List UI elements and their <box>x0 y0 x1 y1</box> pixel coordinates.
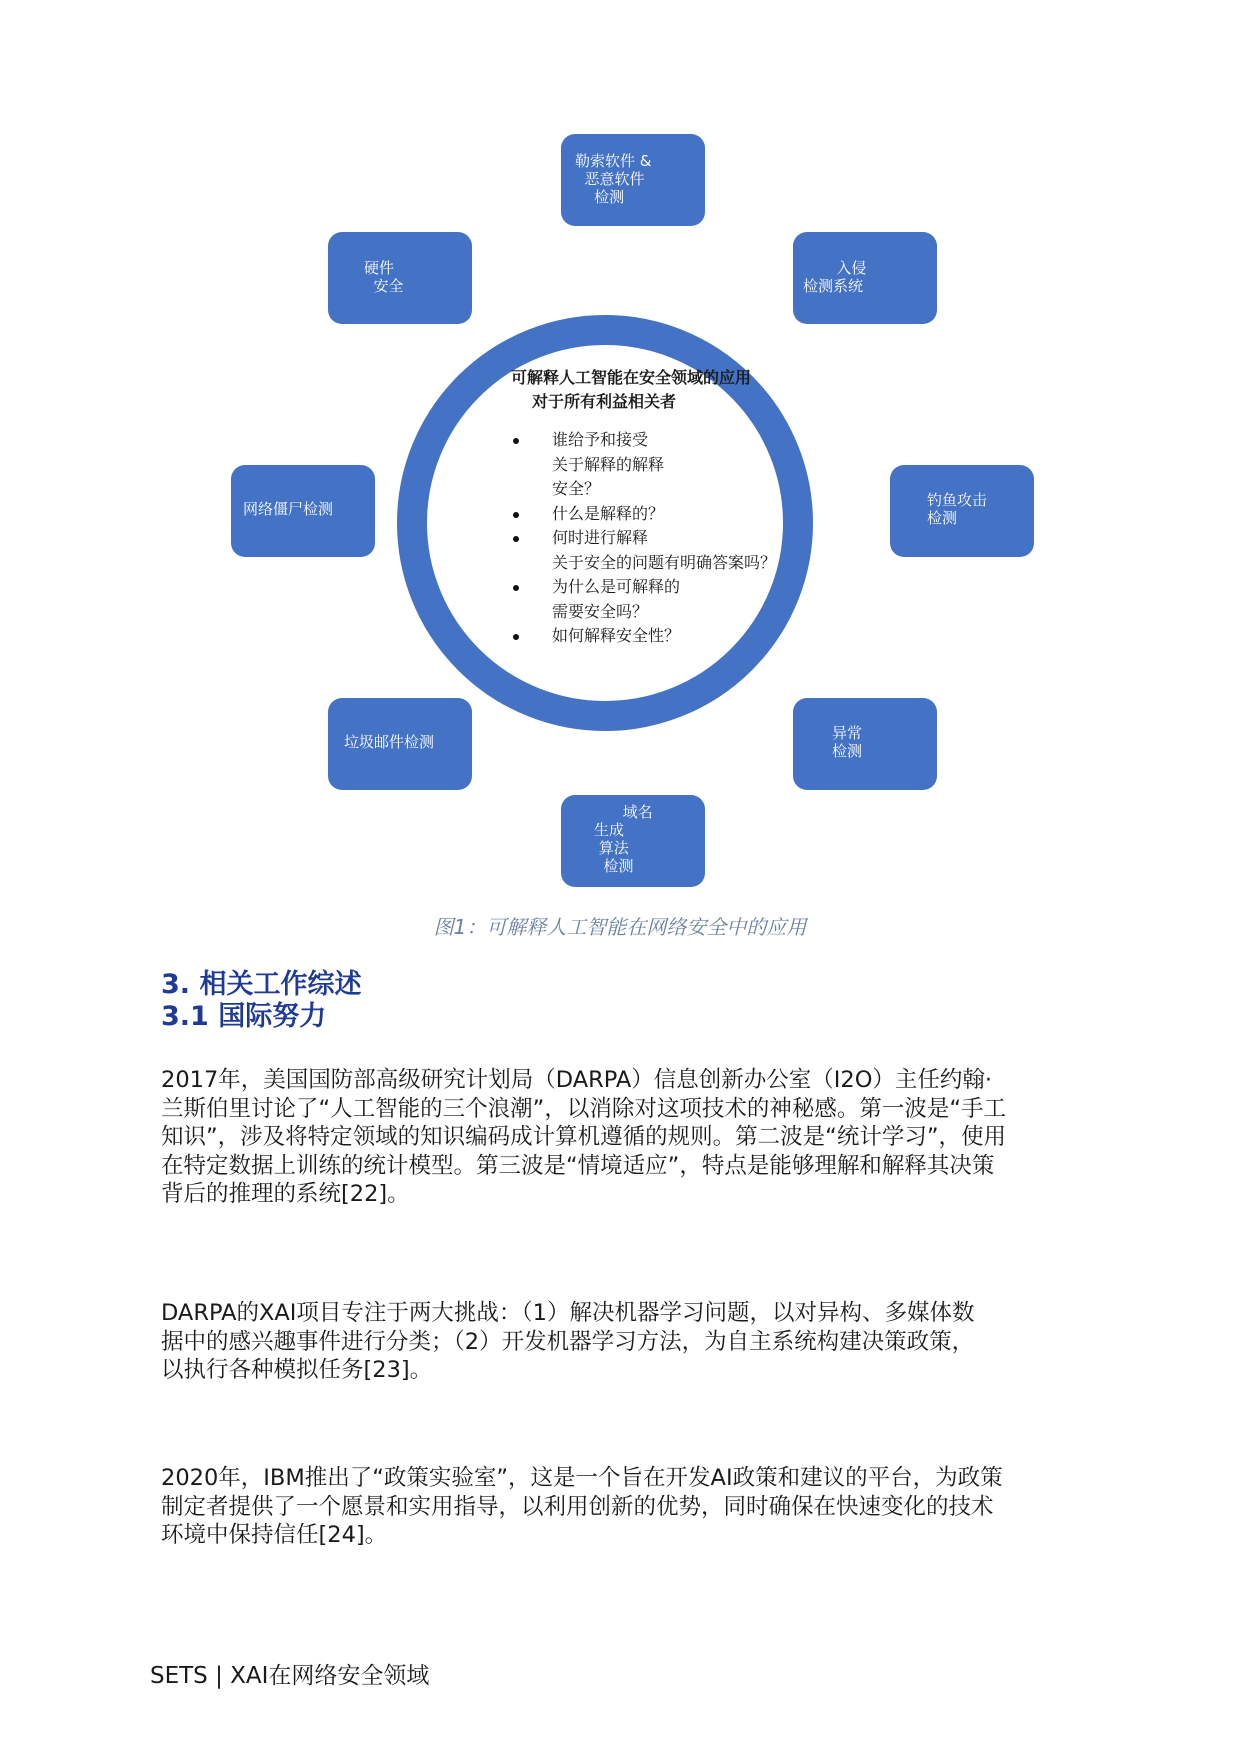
text-line: 制定者提供了一个愿景和实用指导，以利用创新的优势，同时确保在快速变化的技术 <box>161 1493 994 1520</box>
bullet-dot-icon <box>513 585 519 591</box>
box-label: 网络僵尸检测 <box>243 500 334 518</box>
text-line: 兰斯伯里讨论了“人工智能的三个浪潮”，以消除对这项技术的神秘感。第一波是“手工 <box>161 1095 1006 1122</box>
bullet-dot-icon <box>513 512 519 518</box>
box-label: 勒索软件 & 恶意软件 检测 <box>575 152 652 206</box>
text-line: 2017年，美国国防部高级研究计划局（DARPA）信息创新办公室（I2O）主任约翰· <box>161 1067 993 1093</box>
box-phishing-detection <box>890 465 1034 557</box>
box-anomaly-detection <box>793 698 937 790</box>
bullet-dot-icon <box>513 438 519 444</box>
bullet-item: 谁给予和接受 <box>510 428 776 453</box>
subsection-heading: 3.1 国际努力 <box>161 1001 327 1032</box>
text-line: 在特定数据上训练的统计模型。第三波是“情境适应”，特点是能够理解和解释其决策 <box>161 1152 995 1179</box>
box-label: 钓鱼攻击 检测 <box>927 491 988 527</box>
text-line: 2020年，IBM推出了“政策实验室”，这是一个旨在开发AI政策和建议的平台，为政策 <box>161 1465 1003 1491</box>
bullet-item: 何时进行解释 <box>510 526 776 551</box>
bullet-item: 如何解释安全性？ <box>510 624 776 649</box>
center-bullet-list <box>510 428 776 649</box>
paragraph-darpa-xai <box>161 1299 1096 1385</box>
bullet-continuation: 关于安全的问题有明确答案吗？ <box>552 552 777 572</box>
bullet-dot-icon <box>513 634 519 640</box>
bullet-item: 什么是解释的？ <box>510 502 776 527</box>
text-line: 知识”，涉及将特定领域的知识编码成计算机遵循的规则。第二波是“统计学习”，使用 <box>161 1124 1006 1150</box>
box-hardware-security <box>328 232 472 324</box>
text-line: DARPA的XAI项目专注于两大挑战：（1）解决机器学习问题，以对异构、多媒体数 <box>161 1300 975 1326</box>
box-spam-detection <box>328 698 472 790</box>
box-label: 域名 生成 算法 检测 <box>594 803 653 875</box>
bullet-continuation: 需要安全吗？ <box>552 601 649 621</box>
box-ransomware-detection <box>561 134 705 226</box>
figure-caption: 图1：可解释人工智能在网络安全中的应用 <box>433 915 807 939</box>
text-line: 环境中保持信任[24]。 <box>161 1522 388 1548</box>
center-title-line2: 对于所有利益相关者 <box>532 392 677 411</box>
paragraph-darpa-waves <box>161 1066 1096 1209</box>
paragraph-ibm-policy-lab <box>161 1464 1096 1550</box>
center-title-line1: 可解释人工智能在安全领域的应用 <box>511 368 752 387</box>
box-label: 硬件 安全 <box>364 259 404 295</box>
box-botnet-detection <box>231 465 375 557</box>
section-heading: 3. 相关工作综述 <box>161 969 362 1000</box>
bullet-item: 为什么是可解释的 <box>510 575 776 600</box>
box-dga-detection <box>561 795 705 887</box>
page-footer: SETS | XAI在网络安全领域 <box>150 1663 430 1689</box>
box-label: 垃圾邮件检测 <box>344 733 435 751</box>
bullet-continuation: 安全？ <box>552 479 601 498</box>
bullet-continuation: 关于解释的解释 <box>552 454 665 474</box>
box-intrusion-detection <box>793 232 937 324</box>
box-label: 入侵 检测系统 <box>803 259 867 295</box>
bullet-dot-icon <box>513 536 519 542</box>
box-label: 异常 检测 <box>832 724 863 760</box>
text-line: 以执行各种模拟任务[23]。 <box>161 1357 433 1383</box>
text-line: 据中的感兴趣事件进行分类；（2）开发机器学习方法，为自主系统构建决策政策， <box>161 1328 975 1355</box>
text-line: 背后的推理的系统[22]。 <box>161 1181 410 1207</box>
